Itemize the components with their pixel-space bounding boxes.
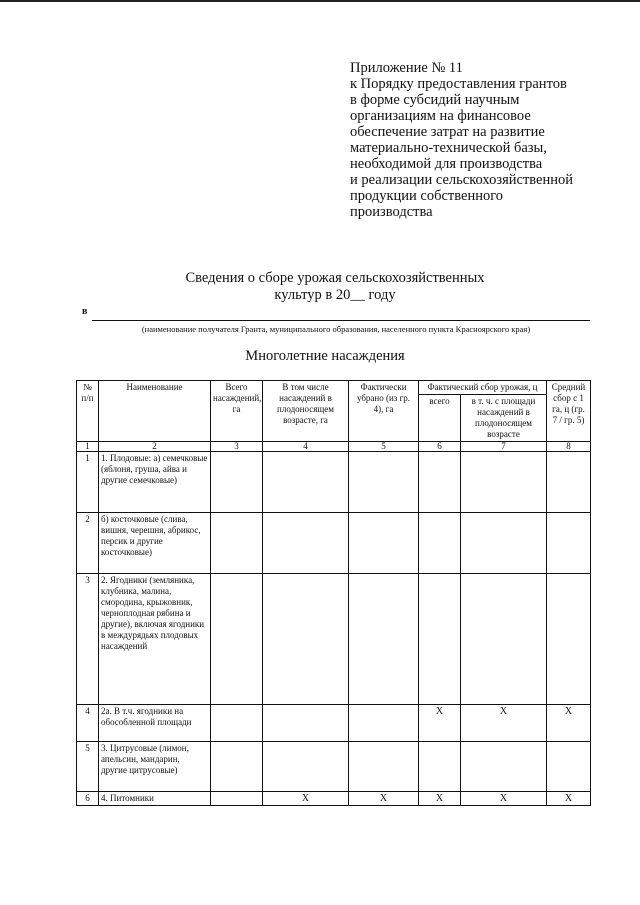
row-index: 3 <box>77 574 99 705</box>
table-header-row <box>77 381 591 395</box>
cell-total[interactable] <box>211 452 263 513</box>
harvest-table <box>76 380 591 806</box>
col-number: 8 <box>547 442 591 452</box>
cell-collection-total: X <box>419 705 461 742</box>
appendix-line: производства <box>350 204 433 220</box>
header-fruiting: В том числе насаждений в плодоносящем возрасте, га <box>263 381 349 442</box>
cell-fruiting[interactable] <box>263 452 349 513</box>
cell-avg[interactable] <box>547 742 591 792</box>
cell-fruiting[interactable] <box>263 742 349 792</box>
col-number: 3 <box>211 442 263 452</box>
cell-fruiting[interactable] <box>263 513 349 574</box>
cell-collection-fruiting[interactable] <box>461 513 547 574</box>
row-name: б) косточковые (слива, вишня, черешня, абрикос, персик и другие косточковые) <box>99 513 211 574</box>
appendix-line: в форме субсидий научным <box>350 92 520 108</box>
cell-collection-fruiting: X <box>461 792 547 806</box>
header-collection-total: всего <box>419 395 461 442</box>
row-index: 2 <box>77 513 99 574</box>
recipient-hint: (наименование получателя Гранта, муниципального образования, населенного пункта Красноярского края) <box>141 324 531 334</box>
table-row <box>77 742 591 792</box>
cell-total[interactable] <box>211 705 263 742</box>
cell-harvested[interactable] <box>349 513 419 574</box>
title-line-1: Сведения о сборе урожая сельскохозяйственных <box>185 270 485 286</box>
cell-collection-fruiting: X <box>461 705 547 742</box>
cell-harvested[interactable] <box>349 742 419 792</box>
col-number: 5 <box>349 442 419 452</box>
header-harvested: Фактически убрано (из гр. 4), га <box>349 381 419 442</box>
row-index: 6 <box>77 792 99 806</box>
header-avg: Средний сбор с 1 га, ц (гр. 7 / гр. 5) <box>547 381 591 442</box>
row-name: 2. Ягодники (земляника, клубника, малина, смородина, крыжовник, черноплодная рябина и другие), включая ягодники в междурядьях плодовых насаждений <box>99 574 211 705</box>
top-border-line <box>0 0 640 2</box>
appendix-line: материально-технической базы, <box>350 140 547 156</box>
col-number: 6 <box>419 442 461 452</box>
col-number: 7 <box>461 442 547 452</box>
cell-total[interactable] <box>211 742 263 792</box>
cell-avg[interactable] <box>547 513 591 574</box>
col-number: 2 <box>99 442 211 452</box>
recipient-underline <box>92 320 590 321</box>
row-index: 5 <box>77 742 99 792</box>
header-name: Наименование <box>99 381 211 442</box>
row-index: 1 <box>77 452 99 513</box>
column-number-row <box>77 442 591 452</box>
cell-collection-total[interactable] <box>419 574 461 705</box>
cell-total[interactable] <box>211 513 263 574</box>
cell-collection-fruiting[interactable] <box>461 452 547 513</box>
col-number: 4 <box>263 442 349 452</box>
table-row <box>77 574 591 705</box>
appendix-line: к Порядку предоставления грантов <box>350 76 567 92</box>
cell-collection-total[interactable] <box>419 513 461 574</box>
table-row <box>77 705 591 742</box>
table-row <box>77 452 591 513</box>
appendix-line: организациям на финансовое <box>350 108 531 124</box>
cell-collection-total[interactable] <box>419 742 461 792</box>
appendix-line: необходимой для производства <box>350 156 543 172</box>
cell-total[interactable] <box>211 792 263 806</box>
cell-fruiting[interactable] <box>263 574 349 705</box>
row-name: 1. Плодовые: а) семечковые (яблоня, груша, айва и другие семечковые) <box>99 452 211 513</box>
header-num: № п/п <box>77 381 99 442</box>
cell-collection-total: X <box>419 792 461 806</box>
title-line-2: культур в 20__ году <box>274 287 396 303</box>
cell-harvested: X <box>349 792 419 806</box>
row-name: 4. Питомники <box>99 792 211 806</box>
cell-harvested[interactable] <box>349 574 419 705</box>
row-name: 3. Цитрусовые (лимон, апельсин, мандарин, другие цитрусовые) <box>99 742 211 792</box>
row-index: 4 <box>77 705 99 742</box>
cell-avg[interactable] <box>547 452 591 513</box>
recipient-field <box>82 306 590 322</box>
cell-fruiting[interactable] <box>263 705 349 742</box>
table-row <box>77 792 591 806</box>
cell-harvested[interactable] <box>349 452 419 513</box>
table-row <box>77 513 591 574</box>
header-collection-fruiting: в т. ч. с площади насаждений в плодоносящем возрасте <box>461 395 547 442</box>
appendix-line: обеспечение затрат на развитие <box>350 124 545 140</box>
cell-total[interactable] <box>211 574 263 705</box>
col-number: 1 <box>77 442 99 452</box>
cell-collection-total[interactable] <box>419 452 461 513</box>
cell-fruiting: X <box>263 792 349 806</box>
cell-harvested[interactable] <box>349 705 419 742</box>
cell-collection-fruiting[interactable] <box>461 742 547 792</box>
section-subtitle: Многолетние насаждения <box>245 348 405 364</box>
appendix-block <box>350 60 630 220</box>
header-total: Всего насаждений, га <box>211 381 263 442</box>
appendix-line: продукции собственного <box>350 188 504 204</box>
header-collection: Фактический сбор урожая, ц <box>419 381 547 395</box>
cell-avg: X <box>547 792 591 806</box>
appendix-line: Приложение № 11 <box>350 60 463 76</box>
cell-avg[interactable] <box>547 574 591 705</box>
document-title <box>100 270 570 304</box>
recipient-prefix: в <box>82 306 88 317</box>
cell-avg: X <box>547 705 591 742</box>
appendix-line: и реализации сельскохозяйственной <box>350 172 574 188</box>
cell-collection-fruiting[interactable] <box>461 574 547 705</box>
row-name: 2а. В т.ч. ягодники на обособленной площади <box>99 705 211 742</box>
